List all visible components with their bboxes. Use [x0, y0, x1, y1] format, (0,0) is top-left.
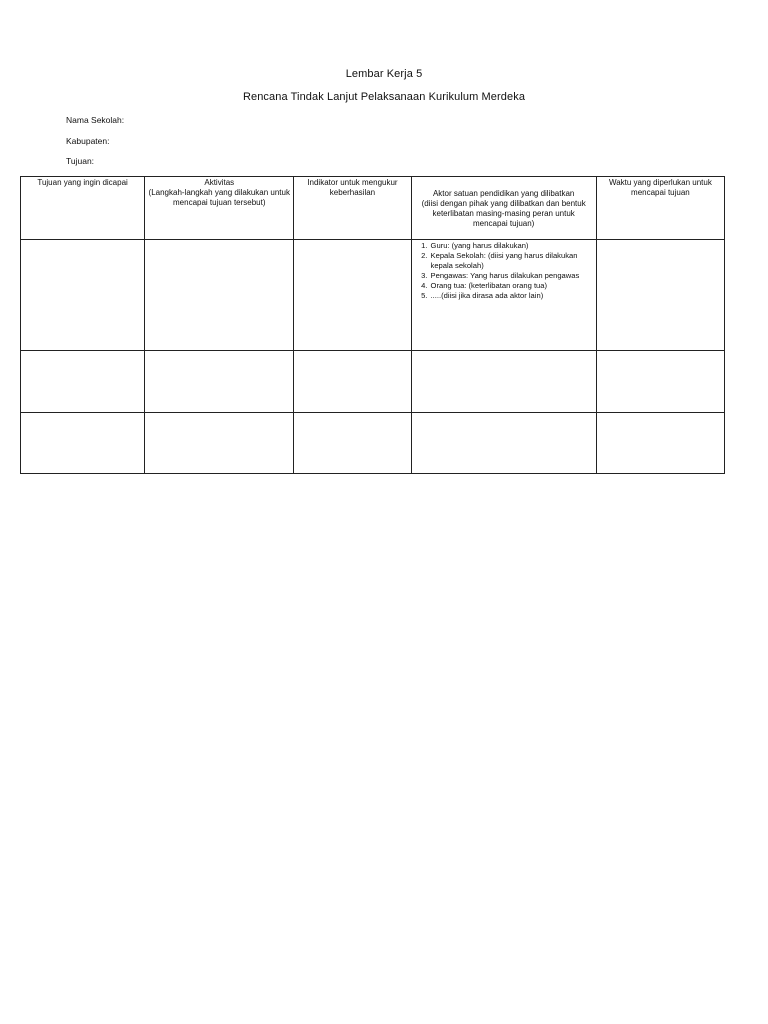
table-cell: [21, 413, 145, 474]
table-cell: [145, 351, 294, 413]
list-item: 3. Pengawas: Yang harus dilakukan pengawas: [430, 271, 596, 281]
table-cell: [21, 351, 145, 413]
header-activity: [145, 177, 294, 240]
document-title: Lembar Kerja 5: [345, 68, 423, 80]
header-activity-title: Aktivitas: [204, 178, 235, 187]
header-actor-title: Aktor satuan pendidikan yang dilibatkan: [432, 189, 575, 198]
table-cell: [294, 351, 411, 413]
school-name-label: Nama Sekolah:: [66, 115, 125, 125]
table-cell: [145, 240, 294, 351]
document-subtitle: Rencana Tindak Lanjut Pelaksanaan Kurikulum Merdeka: [242, 91, 526, 103]
list-item: 2. Kepala Sekolah: (diisi yang harus dilakukan kepala sekolah): [430, 251, 596, 271]
header-activity-desc: (Langkah-langkah yang dilakukan untuk mencapai tujuan tersebut): [148, 188, 290, 207]
table-cell: [596, 351, 724, 413]
list-item: 1. Guru: (yang harus dilakukan): [430, 241, 596, 251]
actor-list: [412, 241, 596, 301]
header-goal: [21, 177, 145, 240]
table-row: [21, 351, 725, 413]
header-goal-text: Tujuan yang ingin dicapai: [37, 178, 128, 187]
goal-label: Tujuan:: [66, 156, 95, 166]
header-actor: [411, 177, 596, 240]
table-header-row: [21, 177, 725, 240]
header-time-text: Waktu yang diperlukan untuk mencapai tujuan: [608, 178, 712, 197]
table-cell: [596, 413, 724, 474]
header-time: [596, 177, 724, 240]
table-cell: [596, 240, 724, 351]
table-row: [21, 413, 725, 474]
follow-up-plan-table: [20, 176, 725, 474]
table-cell: [21, 240, 145, 351]
table-cell: [294, 413, 411, 474]
list-item: 5. .....(diisi jika dirasa ada aktor lain): [430, 291, 596, 301]
table-cell: [411, 413, 596, 474]
table-row: [21, 240, 725, 351]
header-indicator-text: Indikator untuk mengukur keberhasilan: [307, 178, 398, 197]
list-item: 4. Orang tua: (keterlibatan orang tua): [430, 281, 596, 291]
table-cell: [411, 351, 596, 413]
table-cell: [145, 413, 294, 474]
actor-list-cell: [411, 240, 596, 351]
header-indicator: [294, 177, 411, 240]
header-actor-desc: (diisi dengan pihak yang dilibatkan dan bentuk keterlibatan masing-masing peran untuk mencapai tujuan): [421, 199, 586, 228]
regency-label: Kabupaten:: [66, 136, 110, 146]
table-cell: [294, 240, 411, 351]
